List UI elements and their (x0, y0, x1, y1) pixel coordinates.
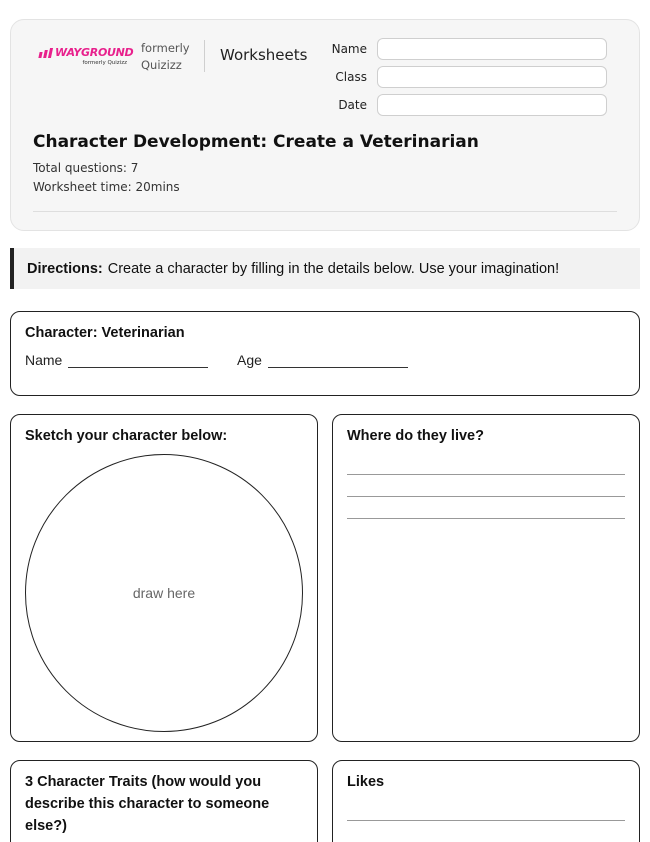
character-name-label: Name (25, 352, 63, 368)
sketch-box (10, 414, 318, 742)
draw-here-placeholder: draw here (132, 585, 196, 601)
where-live-title: Where do they live? (347, 428, 484, 444)
directions-text: Create a character by filling in the details below. Use your imagination! (107, 260, 560, 277)
header-divider (204, 40, 205, 72)
likes-title: Likes (347, 774, 385, 790)
likes-box (332, 760, 640, 842)
directions-banner (10, 248, 640, 289)
date-field-row (311, 94, 607, 116)
sketch-title: Sketch your character below: (25, 428, 228, 444)
date-input[interactable] (377, 94, 607, 116)
name-input[interactable] (377, 38, 607, 60)
character-age-line[interactable] (268, 356, 408, 368)
name-label: Name (331, 42, 367, 56)
name-field-row (311, 38, 607, 60)
character-age-field[interactable] (237, 352, 408, 368)
total-questions: Total questions: 7 (33, 161, 139, 175)
logo-bars-icon (39, 48, 52, 58)
answer-line[interactable] (347, 474, 625, 475)
character-name-line[interactable] (68, 356, 208, 368)
directions-label: Directions: (27, 260, 103, 277)
character-age-label: Age (237, 352, 262, 368)
worksheet-time: Worksheet time: 20mins (33, 180, 180, 194)
formerly-note: formerly Quizizz (141, 41, 190, 72)
character-box (10, 311, 640, 396)
answer-line[interactable] (347, 496, 625, 497)
character-title: Character: Veterinarian (25, 325, 185, 341)
class-input[interactable] (377, 66, 607, 88)
date-label: Date (338, 98, 367, 112)
header-rule (33, 211, 617, 212)
worksheet-title: Character Development: Create a Veterinarian (33, 132, 479, 152)
answer-line[interactable] (347, 518, 625, 519)
section-label: Worksheets (220, 46, 308, 64)
worksheet-header (10, 19, 640, 231)
answer-line[interactable] (347, 820, 625, 821)
traits-title: 3 Character Traits (how would you describe this character to someone else?) (25, 774, 270, 834)
character-name-field[interactable] (25, 352, 208, 368)
where-live-box (332, 414, 640, 742)
class-field-row (311, 66, 607, 88)
wayground-logo (39, 46, 134, 66)
drawing-circle[interactable] (25, 454, 303, 732)
class-label: Class (335, 70, 367, 84)
logo-wordmark: WAYGROUND (55, 46, 134, 59)
character-traits-box (10, 760, 318, 842)
logo-subtext: formerly Quizizz (82, 60, 127, 66)
